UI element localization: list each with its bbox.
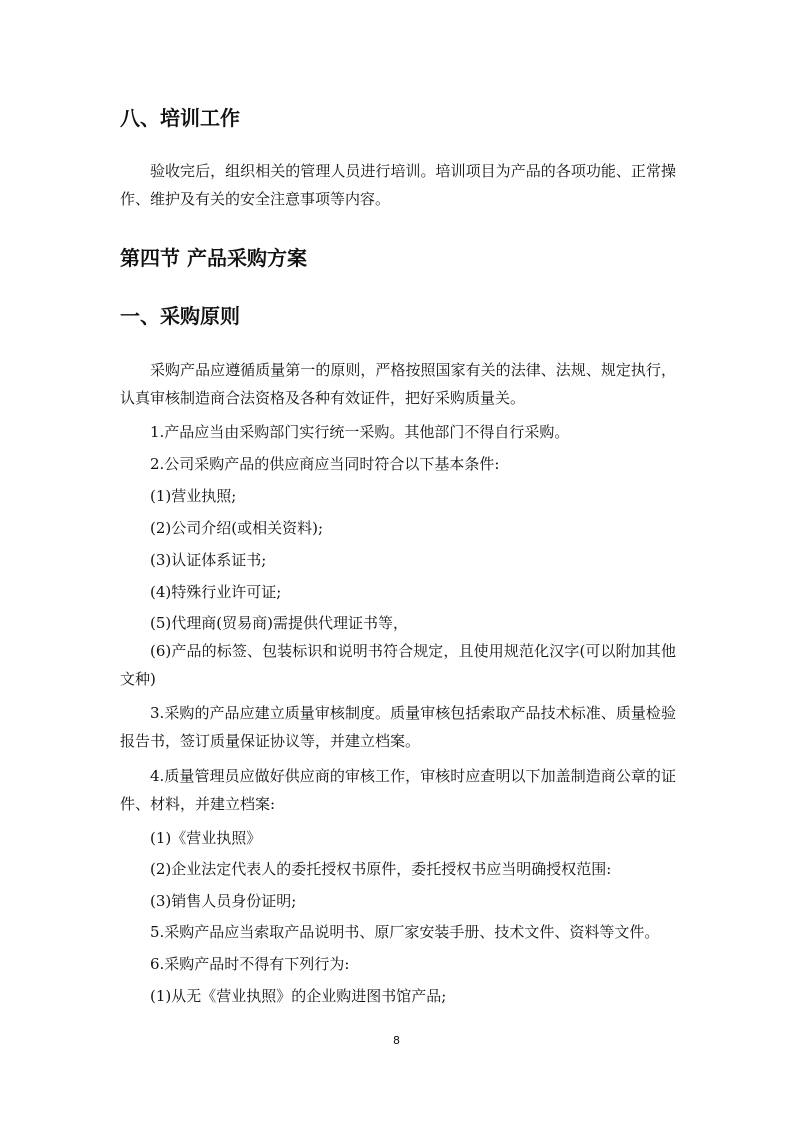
list-item-2-6: (6)产品的标签、包装标识和说明书符合规定，且使用规范化汉字(可以附加其他文种) — [120, 642, 676, 688]
paragraph-principles-intro: 采购产品应遵循质量第一的原则，严格按照国家有关的法律、法规、规定执行，认真审核制造商合法资格及各种有效证件，把好采购质量关。 — [120, 361, 676, 407]
list-item-2-3: (3)认证体系证书; — [150, 551, 267, 569]
list-item-4-3: (3)销售人员身份证明; — [150, 892, 297, 910]
list-item-1: 1.产品应当由采购部门实行统一采购。其他部门不得自行采购。 — [150, 423, 570, 441]
list-item-6-1: (1)从无《营业执照》的企业购进图书馆产品; — [150, 987, 447, 1005]
heading-procurement-plan: 第四节 产品采购方案 — [120, 246, 307, 270]
list-item-4-1: (1)《营业执照》 — [150, 829, 262, 847]
list-item-3: 3.采购的产品应建立质量审核制度。质量审核包括索取产品技术标准、质量检验报告书，签订质量保证协议等，并建立档案。 — [120, 704, 676, 750]
heading-procurement-principles: 一、采购原则 — [120, 304, 240, 328]
list-item-2-4: (4)特殊行业许可证; — [150, 583, 282, 601]
heading-training: 八、培训工作 — [120, 106, 240, 130]
page-number: 8 — [393, 1034, 400, 1047]
paragraph-training: 验收完后，组织相关的管理人员进行培训。培训项目为产品的各项功能、正常操作、维护及有关的安全注意事项等内容。 — [120, 162, 676, 208]
list-item-5: 5.采购产品应当索取产品说明书、原厂家安装手册、技术文件、资料等文件。 — [150, 923, 660, 941]
list-item-2-5: (5)代理商(贸易商)需提供代理证书等， — [150, 614, 408, 632]
list-item-2-1: (1)营业执照; — [150, 487, 237, 505]
list-item-4-2: (2)企业法定代表人的委托授权书原件，委托授权书应当明确授权范围: — [150, 860, 612, 878]
list-item-6: 6.采购产品时不得有下列行为: — [150, 955, 350, 973]
list-item-4: 4.质量管理员应做好供应商的审核工作，审核时应查明以下加盖制造商公章的证件、材料，并建立档案: — [120, 767, 676, 813]
list-item-2-2: (2)公司介绍(或相关资料); — [150, 519, 324, 537]
list-item-2: 2.公司采购产品的供应商应当同时符合以下基本条件: — [150, 455, 500, 473]
